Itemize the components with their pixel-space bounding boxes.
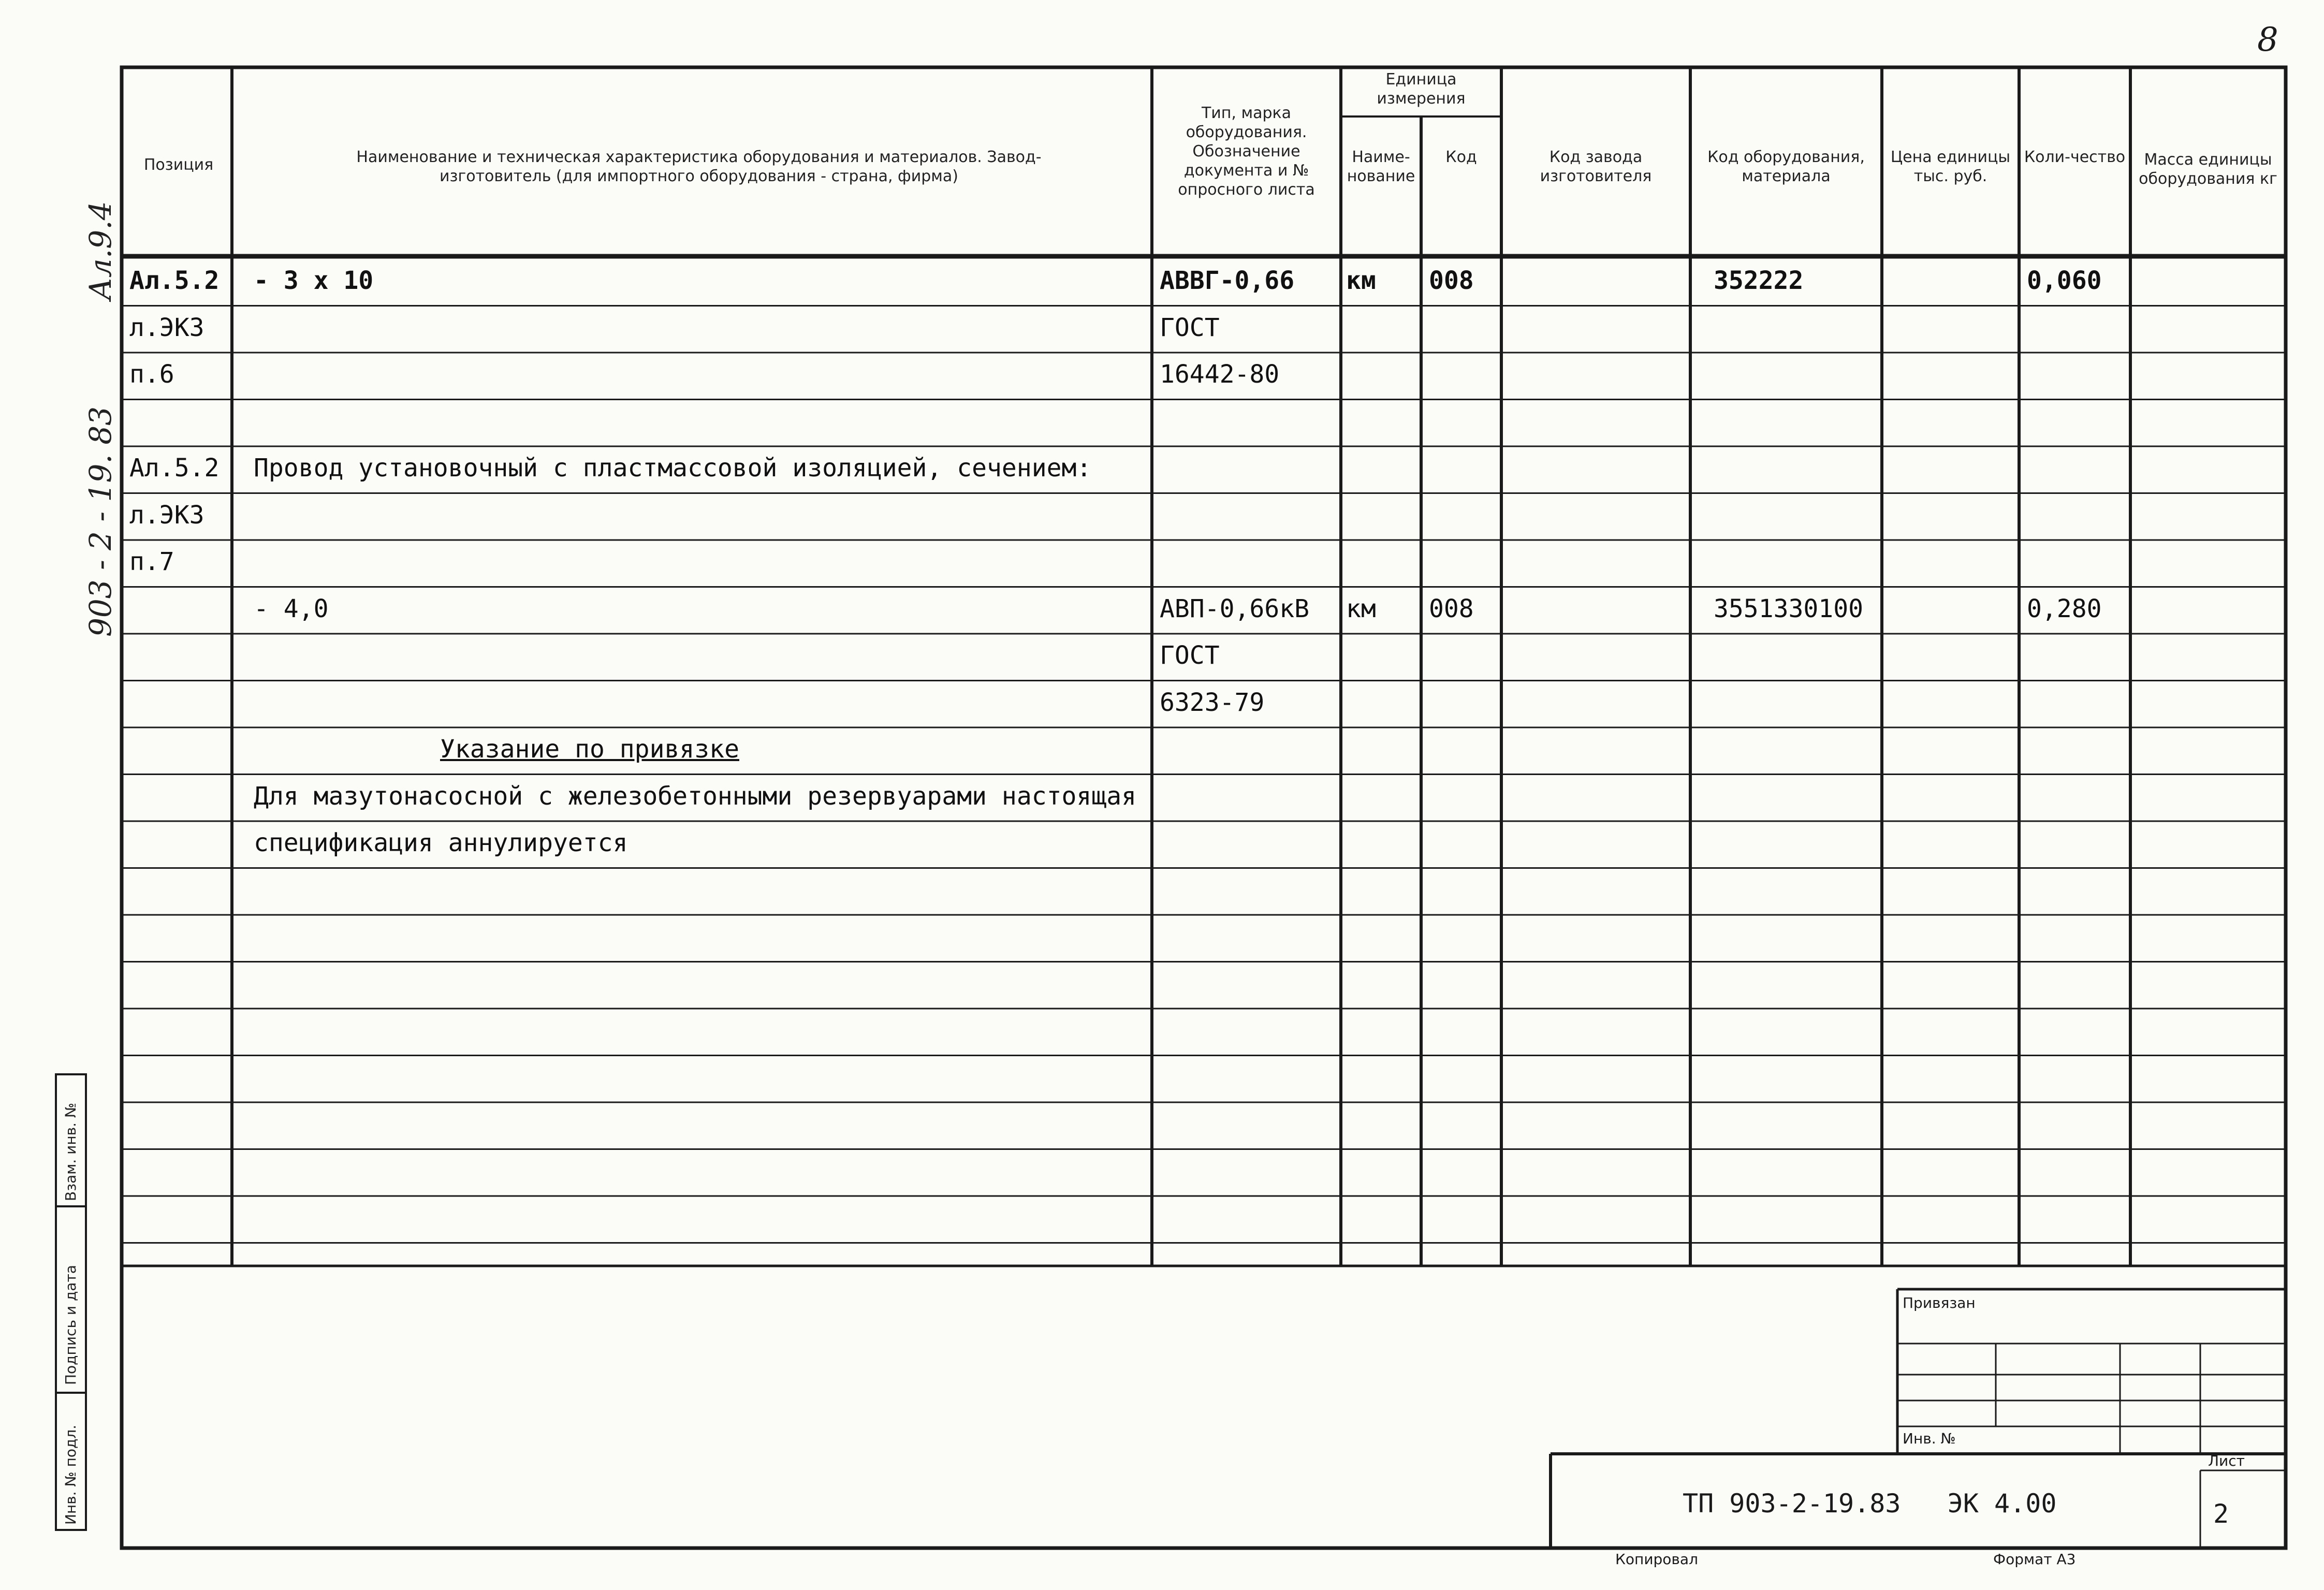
header-mass: Масса единицы оборудования кг (2139, 151, 2277, 188)
cell-name: спецификация аннулируется (254, 828, 628, 857)
stamp-label-signature-date: Подпись и дата (62, 1265, 79, 1385)
corner-sheet-mark: 8 (2257, 21, 2278, 59)
album-ref: Ал.9.4 (83, 201, 118, 300)
header-unit-group: Единица измерения (1377, 70, 1466, 108)
cell-type: ГОСТ (1160, 641, 1220, 670)
header-maker-code: Код завода изготовителя (1540, 148, 1652, 185)
cell-name: - 3 х 10 (254, 266, 374, 295)
cell-pos: п.7 (129, 547, 174, 576)
header-unit-name: Наиме-нование (1347, 148, 1415, 185)
bound-label: Привязан (1903, 1294, 1976, 1311)
format-label: Формат А3 (1993, 1551, 2076, 1568)
stamp-label-inv-podl: Инв. № подл. (62, 1424, 79, 1525)
cell-pos: л.ЭКЗ (129, 500, 204, 530)
sheet-number: 2 (2213, 1499, 2229, 1529)
cell-pos: Ал.5.2 (129, 454, 220, 483)
cell-type: 6323-79 (1160, 688, 1265, 717)
cell-equip: 3551330100 (1714, 594, 1863, 623)
cell-unit: км (1346, 266, 1376, 295)
header-type: Тип, марка оборудования. Обозначение документа и № опросного листа (1178, 104, 1315, 199)
header-unit-code: Код (1445, 148, 1477, 166)
cell-pos: Ал.5.2 (129, 266, 220, 295)
cell-code: 008 (1429, 266, 1474, 295)
cell-type: ГОСТ (1160, 313, 1220, 342)
header-price: Цена единицы тыс. руб. (1890, 148, 2011, 185)
header-position: Позиция (143, 156, 214, 174)
sheet-label: Лист (2208, 1452, 2245, 1469)
copied-label: Копировал (1615, 1551, 1698, 1568)
cell-name: Для мазутонасосной с железобетонными резервуарами настоящая (254, 781, 1137, 811)
cell-name: Провод установочный с пластмассовой изоляцией, сечением: (254, 454, 1092, 483)
cell-pos: п.6 (129, 360, 174, 389)
cell-qty: 0,280 (2027, 594, 2102, 623)
cell-type: АВВГ-0,66 (1160, 266, 1295, 295)
project-code: 903 - 2 - 19. 83 (83, 406, 118, 637)
cell-code: 008 (1429, 594, 1474, 623)
cell-type: АВП-0,66кВ (1160, 594, 1309, 623)
inv-label: Инв. № (1903, 1430, 1956, 1447)
cell-name: Указание по привязке (440, 735, 739, 764)
cell-equip: 352222 (1714, 266, 1804, 295)
cell-name: - 4,0 (254, 594, 329, 623)
cell-pos: л.ЭКЗ (129, 313, 204, 342)
stamp-label-vzam-inv: Взам. инв. № (62, 1102, 79, 1201)
header-name: Наименование и техническая характеристика оборудования и материалов. Завод-изготовитель (для импортного оборудования - страна, фирма) (356, 148, 1042, 185)
doc-code: ТП 903-2-19.83 ЭК 4.00 (1683, 1489, 2057, 1519)
header-equip-code: Код оборудования, материала (1707, 148, 1865, 185)
header-qty: Коли-чество (2024, 148, 2126, 166)
cell-unit: км (1346, 594, 1376, 623)
cell-type: 16442-80 (1160, 360, 1280, 389)
cell-qty: 0,060 (2027, 266, 2102, 295)
